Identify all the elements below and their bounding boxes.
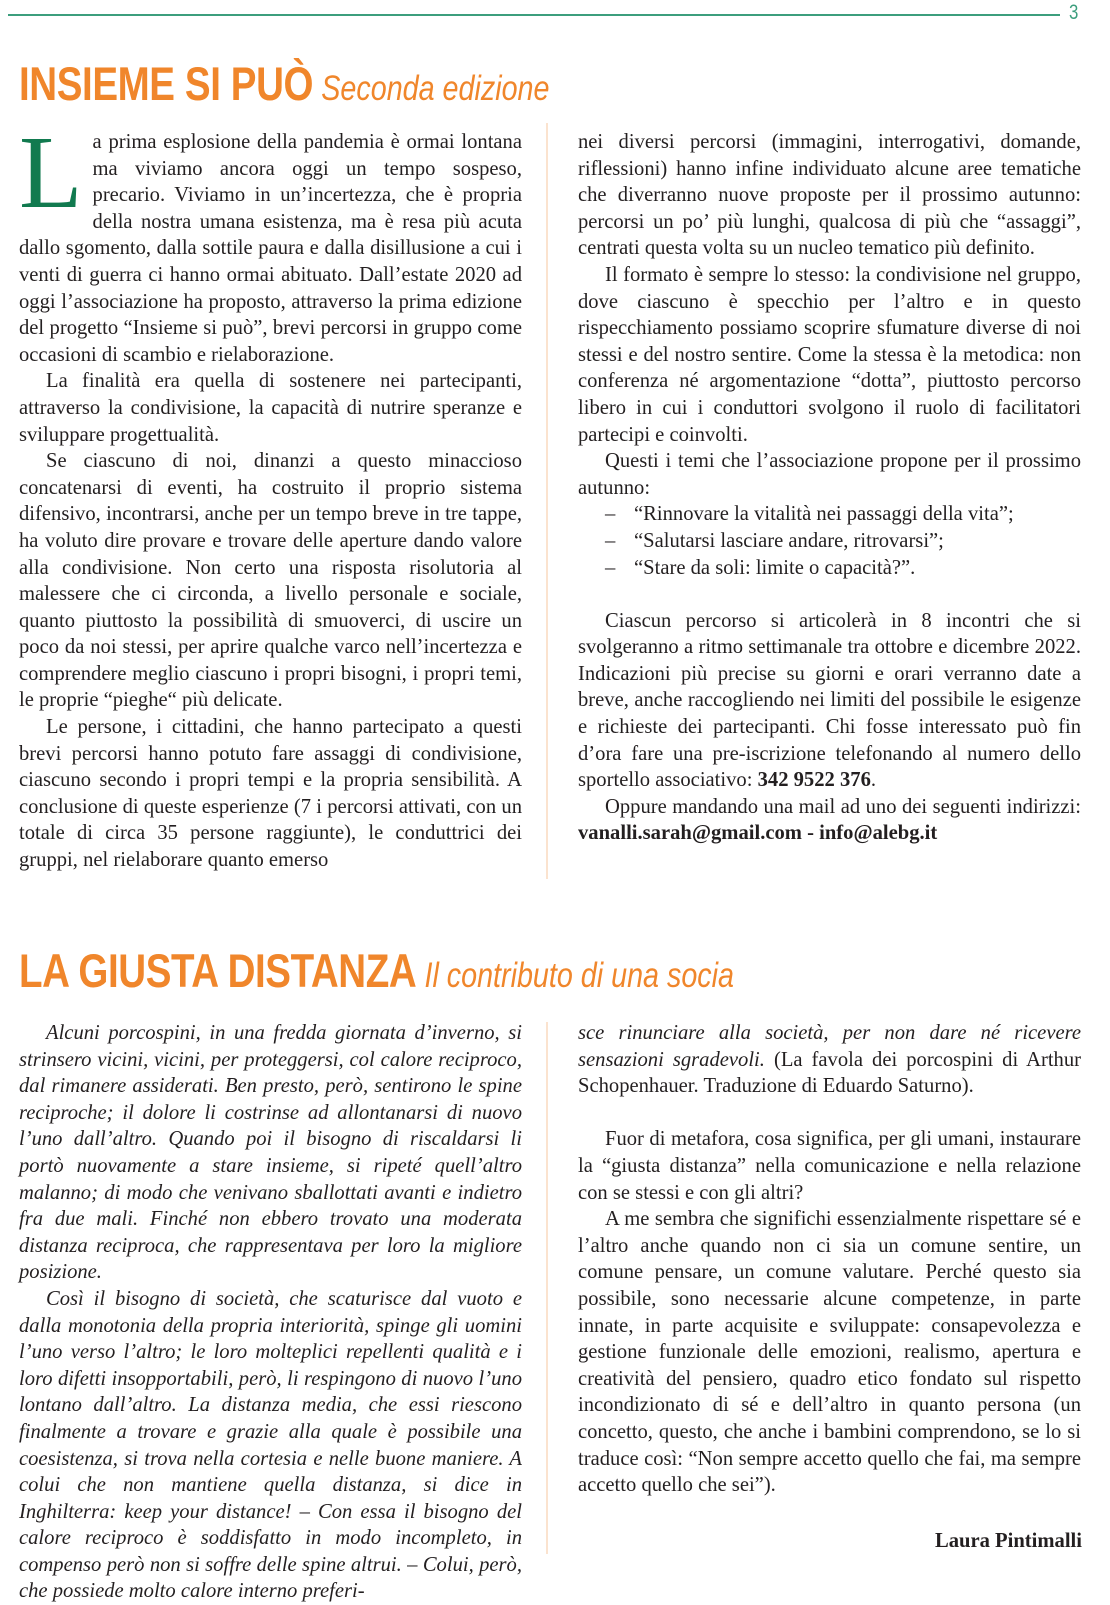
- article-1-paragraph: La finalità era quella di sostenere nei partecipanti, attraverso la condivisione, la capacità di nutrire speranze e sviluppare progettualità.: [19, 370, 522, 446]
- spacer: [578, 1100, 1081, 1127]
- drop-cap: L: [19, 115, 83, 230]
- citation: (La favola dei porcospini di Arthur Schopenhauer. Traduzione di Eduardo Saturno).: [578, 1048, 1081, 1098]
- spacer: [578, 581, 1081, 608]
- column-divider: [546, 123, 548, 879]
- fable-paragraph: Così il bisogno di società, che scaturisce dal vuoto e dalla monotonia della propria interiorità, spinge gli uomini l’uno verso l’altro; le loro molteplici repellenti qualità e i loro difetti insopportabili, però, li respingono di nuovo l’uno lontano dall’altro. La distanza media, che essi riescono finalmente a trovare e grazie alla quale è possibile una coesistenza, si trova nella cortesia e nelle buone maniere. A colui che non mantiene quella distanza, si dice in Inghilterra: keep your distance! – Con essa il bisogno del calore reciproco è soddisfatto in modo incompleto, in compenso però non si soffre delle spine altrui. – Colui, però, che possiede molto calore interno preferi-: [19, 1287, 522, 1603]
- article-1-paragraph: Questi i temi che l’associazione propone per il prossimo autunno:: [578, 450, 1081, 499]
- article-1-title: [19, 56, 549, 111]
- dash-bullet: –: [605, 556, 616, 579]
- article-2-heading: LA GIUSTA DISTANZA: [19, 944, 417, 997]
- article-1-paragraph: Il formato è sempre lo stesso: la condivisione nel gruppo, dove ciascuno è specchio per l’altro e in questo rispecchiamento possiamo scoprire sfumature diverse di noi stessi e del nostro sentire. Come la stessa è la metodica: non conferenza né argomentazione “dotta”, piuttosto percorso libero in cui i conduttori svolgono il ruolo di facilitatori partecipi e coinvolti.: [578, 263, 1081, 446]
- article-1-paragraph: nei diversi percorsi (immagini, interrogativi, domande, riflessioni) hanno infine individuato alcune aree tematiche che diverranno nuove proposte per il prossimo autunno: percorsi un po’ più lunghi, qualcosa di più che “assaggi”, centrati questa volta su un nucleo tematico più definito.: [578, 131, 1081, 260]
- dash-bullet: –: [605, 529, 616, 552]
- page-number: 3: [1069, 1, 1079, 24]
- article-2-right-column: [578, 1020, 1081, 1499]
- article-1-paragraph: Ciascun percorso si articolerà in 8 incontri che si svolgeranno a ritmo settimanale tra ottobre e dicembre 2022. Indicazioni più precise su giorni e orari verranno date a breve, anche raccogliendo nei limiti del possibile le esigenze e richieste dei partecipanti. Chi fosse interessato può fin d’ora fare una pre-iscrizione telefonando al numero dello sportello associativo: 342 9522 376.: [578, 609, 1081, 792]
- column-divider: [546, 1022, 548, 1554]
- theme-item: – “Salutarsi lasciare andare, ritrovarsi”;: [578, 528, 1081, 555]
- article-1-paragraph: Oppure mandando una mail ad uno dei seguenti indirizzi: vanalli.sarah@gmail.com - info@alebg.it: [578, 795, 1081, 845]
- article-1-left-column: [19, 115, 522, 874]
- header-rule: [8, 14, 1060, 16]
- dash-bullet: –: [605, 503, 616, 526]
- article-2-paragraph: A me sembra che significhi essenzialmente rispettare sé e l’altro anche quando non ci sia un comune sentire, un comune pensare, un comune valutare. Perché questo sia possibile, sono necessarie alcune competenze, in parte innate, in parte acquisite e sviluppate: consapevolezza e gestione funzionale delle emozioni, realismo, apertura e creatività del pensiero, quadro etico fondato sul rispetto incondizionato di sé e dell’altro in quanto persona (un concetto, questo, che anche i bambini comprendono, se lo si traduce così: “Non sempre accetto quello che fai, ma sempre accetto quello che sei”).: [578, 1208, 1081, 1497]
- article-1-paragraph: Se ciascuno di noi, dinanzi a questo minaccioso concatenarsi di eventi, ha costruito il proprio sistema difensivo, incontrarsi, anche per un tempo breve in tre tappe, ha voluto dire provare e trovare delle aperture dando valore alla condivisione. Non certo una risposta risolutoria al malessere che ci circonda, a livello personale e sociale, quanto piuttosto la possibilità di smuoverci, di uscire un poco da noi stessi, per aprire qualche varco nell’incertezza e comprendere meglio ciascuno i propri bisogni, i propri temi, le proprie “pieghe“ più delicate.: [19, 450, 522, 712]
- article-1-heading: INSIEME SI PUÒ: [19, 57, 314, 110]
- email-link[interactable]: info@alebg.it: [819, 822, 938, 845]
- article-2-title: [19, 943, 734, 998]
- fable-end-paragraph: sce rinunciare alla società, per non dare né ricevere sensazioni sgradevoli. (La favola dei porcospini di Arthur Schopenhauer. Traduzione di Eduardo Saturno).: [578, 1022, 1081, 1098]
- theme-item: – “Rinnovare la vitalità nei passaggi della vita”;: [578, 501, 1081, 528]
- article-2-left-column: [19, 1020, 522, 1605]
- theme-item: – “Stare da soli: limite o capacità?”.: [578, 555, 1081, 582]
- article-1-right-column: [578, 129, 1081, 847]
- article-1-paragraph: La prima esplosione della pandemia è ormai lontana ma viviamo ancora oggi un tempo sospeso, precario. Viviamo in un’incertezza, che è propria della nostra umana esistenza, ma è resa più acuta dallo sgomento, dalla sottile paura e dalla disillusione a cui i venti di guerra ci hanno ormai abituato. Dall’estate 2020 ad oggi l’associazione ha proposto, attraverso la prima edizione del progetto “Insieme si può”, brevi percorsi in gruppo come occasioni di scambio e rielaborazione.: [19, 115, 522, 366]
- article-2-subheading: Il contributo di una socia: [424, 956, 734, 995]
- author-signature: Laura Pintimalli: [934, 1530, 1082, 1552]
- article-1-paragraph: Le persone, i cittadini, che hanno partecipato a questi brevi percorsi hanno potuto fare assaggi di condivisione, ciascuno secondo i propri tempi e la propria sensibilità. A conclusione di queste esperienze (7 i percorsi attivati, con un totale di circa 35 persone raggiunte), le conduttrici dei gruppi, nel rielaborare quanto emerso: [19, 716, 522, 872]
- article-2-paragraph: Fuor di metafora, cosa significa, per gli umani, instaurare la “giusta distanza” nella comunicazione e nella relazione con se stessi e con gli altri?: [578, 1128, 1081, 1204]
- article-1-subheading: Seconda edizione: [321, 69, 550, 108]
- fable-paragraph: Alcuni porcospini, in una fredda giornata d’inverno, si strinsero vicini, vicini, per proteggersi, col calore reciproco, dal rimanere assiderati. Ben presto, però, sentirono le spine reciproche; il dolore li costrinse ad allontanarsi di nuovo l’uno dall’altro. Quando poi il bisogno di riscaldarsi li portò nuovamente a stare insieme, si ripeté quell’altro malanno; di modo che venivano sballottati avanti e indietro fra due mali. Finché non ebbero trovato una moderata distanza reciproca, che rappresentava per loro la migliore posizione.: [19, 1022, 522, 1284]
- themes-list: [578, 501, 1081, 581]
- phone-number[interactable]: 342 9522 376: [757, 769, 871, 792]
- email-link[interactable]: vanalli.sarah@gmail.com: [578, 822, 802, 845]
